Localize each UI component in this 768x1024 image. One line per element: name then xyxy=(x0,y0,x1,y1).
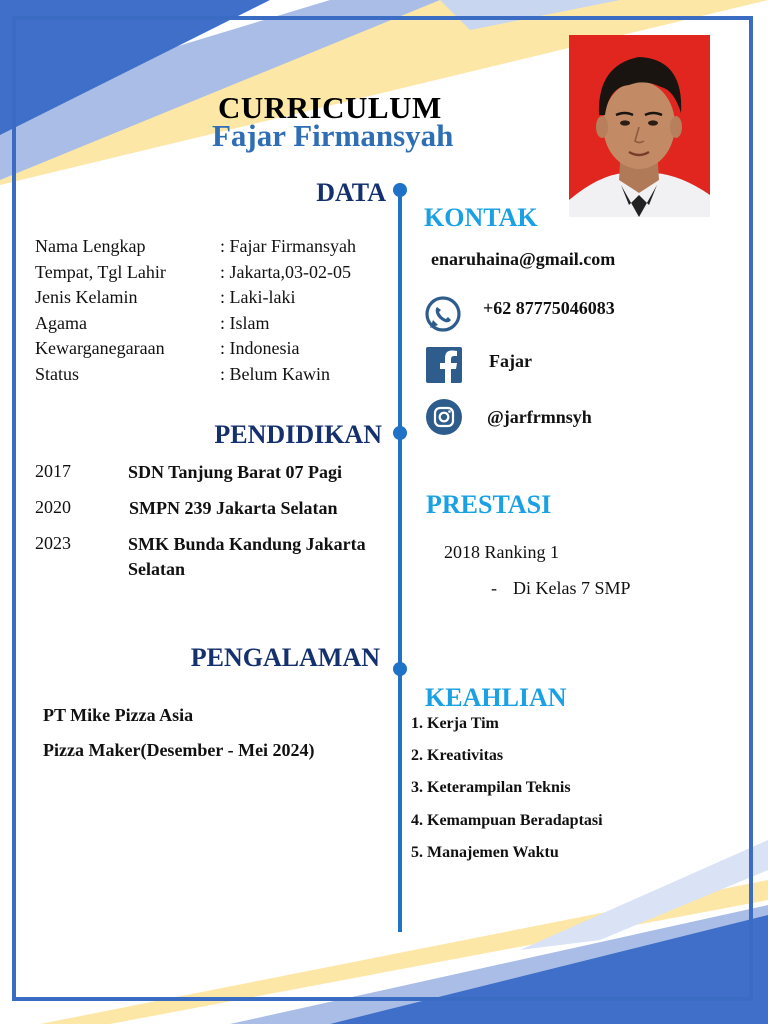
data-row xyxy=(35,336,395,362)
skill-item: 4. Kemampuan Beradaptasi xyxy=(411,812,603,829)
section-heading-pengalaman: PENGALAMAN xyxy=(190,643,380,672)
profile-photo-illustration xyxy=(569,35,710,217)
timeline-dot-pengalaman xyxy=(393,662,407,676)
experience-company: PT Mike Pizza Asia xyxy=(43,705,194,725)
whatsapp-icon xyxy=(424,295,462,333)
education-year: 2017 xyxy=(35,461,71,481)
data-value: : Belum Kawin xyxy=(220,363,330,384)
achievement-detail: Di Kelas 7 SMP xyxy=(513,578,631,598)
contact-facebook: Fajar xyxy=(489,351,532,371)
document-title: CURRICULUM xyxy=(218,90,442,125)
personal-data-table xyxy=(35,234,395,388)
education-school: SMK Bunda Kandung Jakarta xyxy=(128,534,366,554)
section-heading-keahlian: KEAHLIAN xyxy=(425,683,567,712)
section-heading-kontak: KONTAK xyxy=(424,203,538,232)
data-value: : Fajar Firmansyah xyxy=(220,236,356,256)
achievement-bullet: - xyxy=(491,578,497,598)
experience-role: Pizza Maker(Desember - Mei 2024) xyxy=(43,740,315,760)
data-label: Kewarganegaraan xyxy=(35,338,165,359)
section-heading-pendidikan: PENDIDIKAN xyxy=(214,420,382,449)
data-label: Status xyxy=(35,363,80,384)
data-row xyxy=(35,260,395,286)
contact-instagram: @jarfrmnsyh xyxy=(487,407,592,427)
data-label: Tempat, Tgl Lahir xyxy=(35,261,166,282)
data-row xyxy=(35,311,395,337)
data-value: : Laki-laki xyxy=(220,287,296,308)
data-row xyxy=(35,362,395,388)
data-label: Jenis Kelamin xyxy=(35,287,138,308)
timeline-line xyxy=(398,190,402,932)
skill-item: 1. Kerja Tim xyxy=(411,715,499,732)
data-label: Nama Lengkap xyxy=(35,236,146,256)
achievement-item: 2018 Ranking 1 xyxy=(444,542,559,562)
data-row xyxy=(35,285,395,311)
data-value: : Islam xyxy=(220,312,270,333)
data-value: : Indonesia xyxy=(220,338,300,359)
person-name: Fajar Firmansyah xyxy=(212,118,454,153)
education-school: SDN Tanjung Barat 07 Pagi xyxy=(128,462,343,482)
timeline-dot-pendidikan xyxy=(393,426,407,440)
education-year: 2023 xyxy=(35,533,71,553)
data-label: Agama xyxy=(35,312,87,333)
timeline-dot-data xyxy=(393,183,407,197)
skill-item: 3. Keterampilan Teknis xyxy=(411,779,571,796)
facebook-icon xyxy=(426,347,462,383)
profile-photo xyxy=(569,35,710,217)
education-school-continued: Selatan xyxy=(128,559,186,579)
section-heading-prestasi: PRESTASI xyxy=(426,490,552,519)
contact-whatsapp: +62 87775046083 xyxy=(483,298,615,318)
data-value: : Jakarta,03-02-05 xyxy=(220,261,351,282)
education-year: 2020 xyxy=(35,497,71,517)
skill-item: 5. Manajemen Waktu xyxy=(411,844,559,861)
data-row xyxy=(35,234,395,260)
instagram-icon xyxy=(425,398,463,436)
contact-email: enaruhaina@gmail.com xyxy=(431,249,616,269)
education-school: SMPN 239 Jakarta Selatan xyxy=(129,498,338,518)
skill-item: 2. Kreativitas xyxy=(411,747,504,764)
section-heading-data: DATA xyxy=(316,178,386,207)
